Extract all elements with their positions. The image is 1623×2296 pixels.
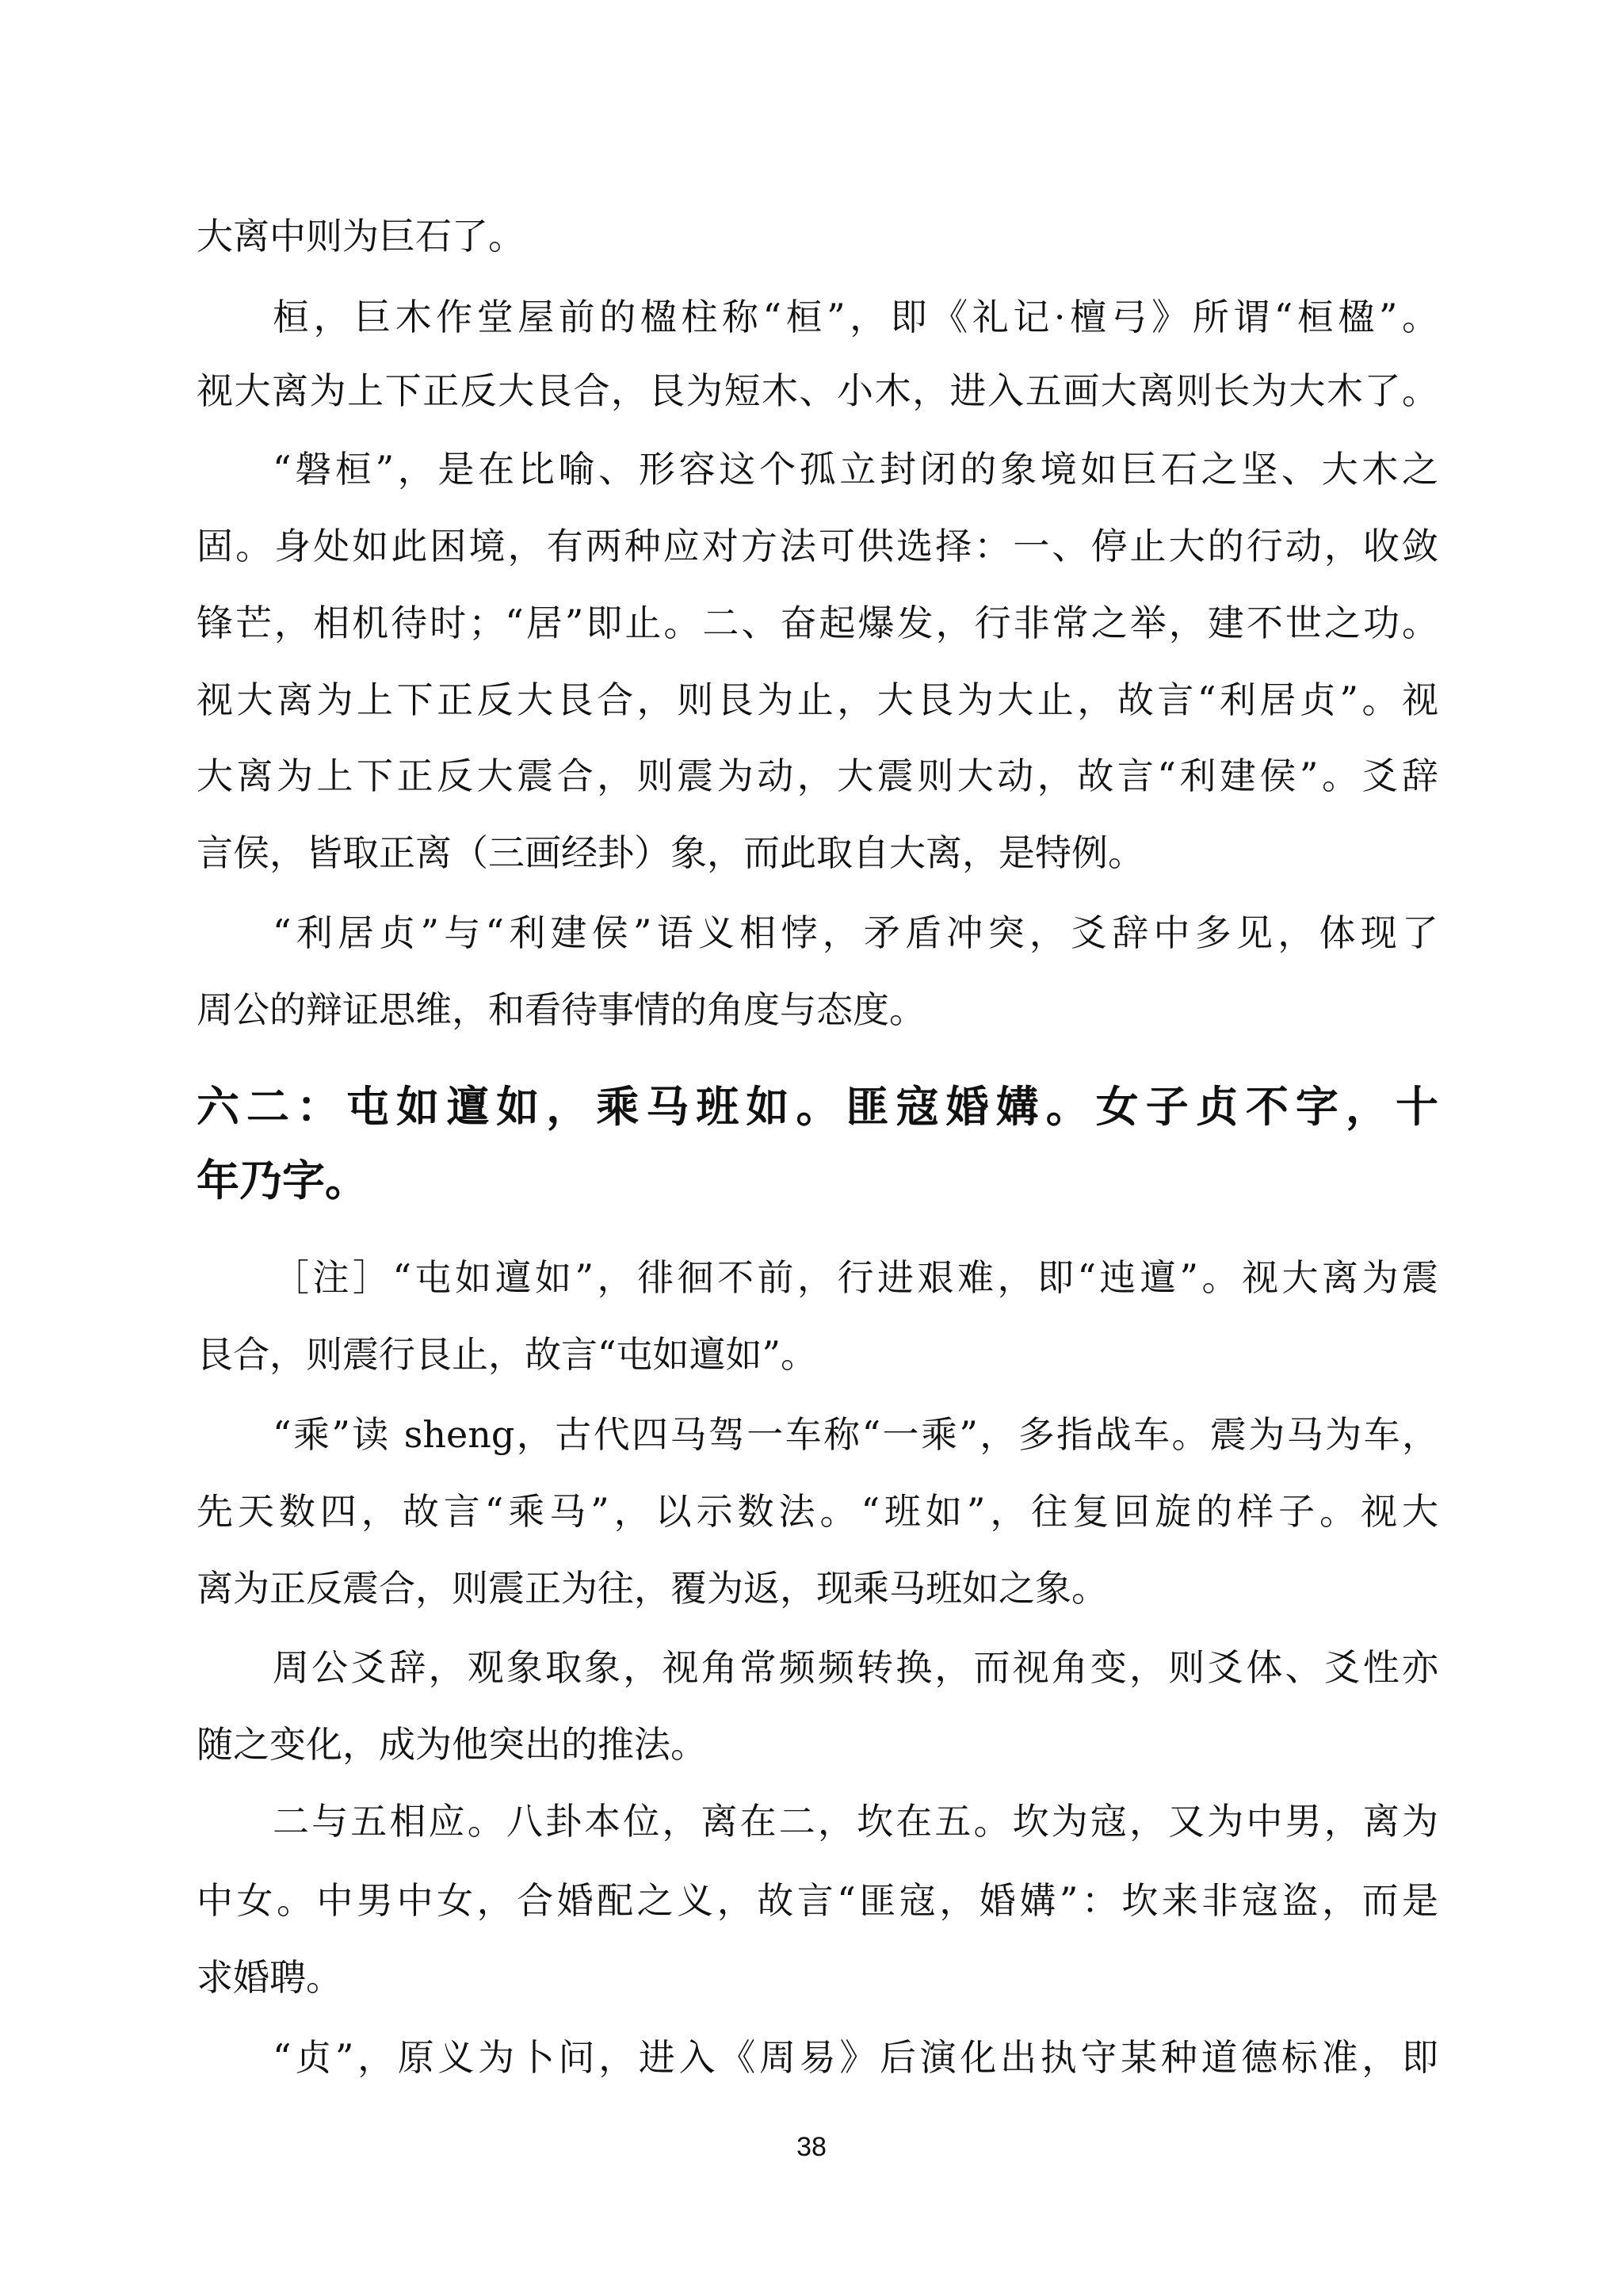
text-line: 视大离为上下正反大艮合，则艮为止，大艮为大止，故言“利居贞”。视: [197, 678, 1438, 721]
text-line: “磐桓”，是在比喻、形容这个孤立封闭的象境如巨石之坚、大木之: [273, 448, 1438, 491]
text-line: “利居贞”与“利建侯”语义相悖，矛盾冲突，爻辞中多见，体现了: [273, 911, 1438, 954]
text-line: ［注］“屯如邅如”，徘徊不前，行进艰难，即“迍邅”。视大离为震: [273, 1256, 1438, 1299]
text-line: 视大离为上下正反大艮合，艮为短木、小木，进入五画大离则长为大木了。: [197, 369, 1438, 412]
text-line: 锋芒，相机待时；“居”即止。二、奋起爆发，行非常之举，建不世之功。: [197, 602, 1438, 644]
text-line: “乘”读 sheng，古代四马驾一车称“一乘”，多指战车。震为马为车，: [273, 1413, 1438, 1456]
text-line: 求婚聘。: [197, 1956, 342, 1999]
section-heading: 六二：屯如邅如，乘马班如。匪寇婚媾。女子贞不字，十: [197, 1082, 1438, 1132]
text-line: 大离为上下正反大震合，则震为动，大震则大动，故言“利建侯”。爻辞: [197, 755, 1438, 797]
text-line: 中女。中男中女，合婚配之义，故言“匪寇，婚媾”：坎来非寇盗，而是: [197, 1879, 1438, 1922]
text-line: 周公的辩证思维，和看待事情的角度与态度。: [197, 988, 926, 1031]
text-line: 先天数四，故言“乘马”，以示数法。“班如”，往复回旋的样子。视大: [197, 1490, 1438, 1533]
text-line: 桓，巨木作堂屋前的楹柱称“桓”，即《礼记·檀弓》所谓“桓楹”。: [273, 296, 1438, 338]
section-heading: 年乃字。: [197, 1156, 368, 1205]
text-line: 周公爻辞，观象取象，视角常频频转换，而视角变，则爻体、爻性亦: [273, 1646, 1438, 1689]
page-number: 38: [796, 2132, 827, 2162]
text-line: 二与五相应。八卦本位，离在二，坎在五。坎为寇，又为中男，离为: [273, 1800, 1438, 1843]
text-line: 言侯，皆取正离（三画经卦）象，而此取自大离，是特例。: [197, 831, 1144, 874]
text-line: 固。身处如此困境，有两种应对方法可供选择：一、停止大的行动，收敛: [197, 525, 1438, 567]
text-line: 随之变化，成为他突出的推法。: [197, 1723, 707, 1766]
text-line: “贞”，原义为卜问，进入《周易》后演化出执守某种道德标准，即: [273, 2036, 1438, 2079]
text-line: 大离中则为巨石了。: [197, 215, 525, 258]
text-line: 艮合，则震行艮止，故言“屯如邅如”。: [197, 1333, 818, 1376]
text-line: 离为正反震合，则震正为往，覆为返，现乘马班如之象。: [197, 1567, 1108, 1610]
